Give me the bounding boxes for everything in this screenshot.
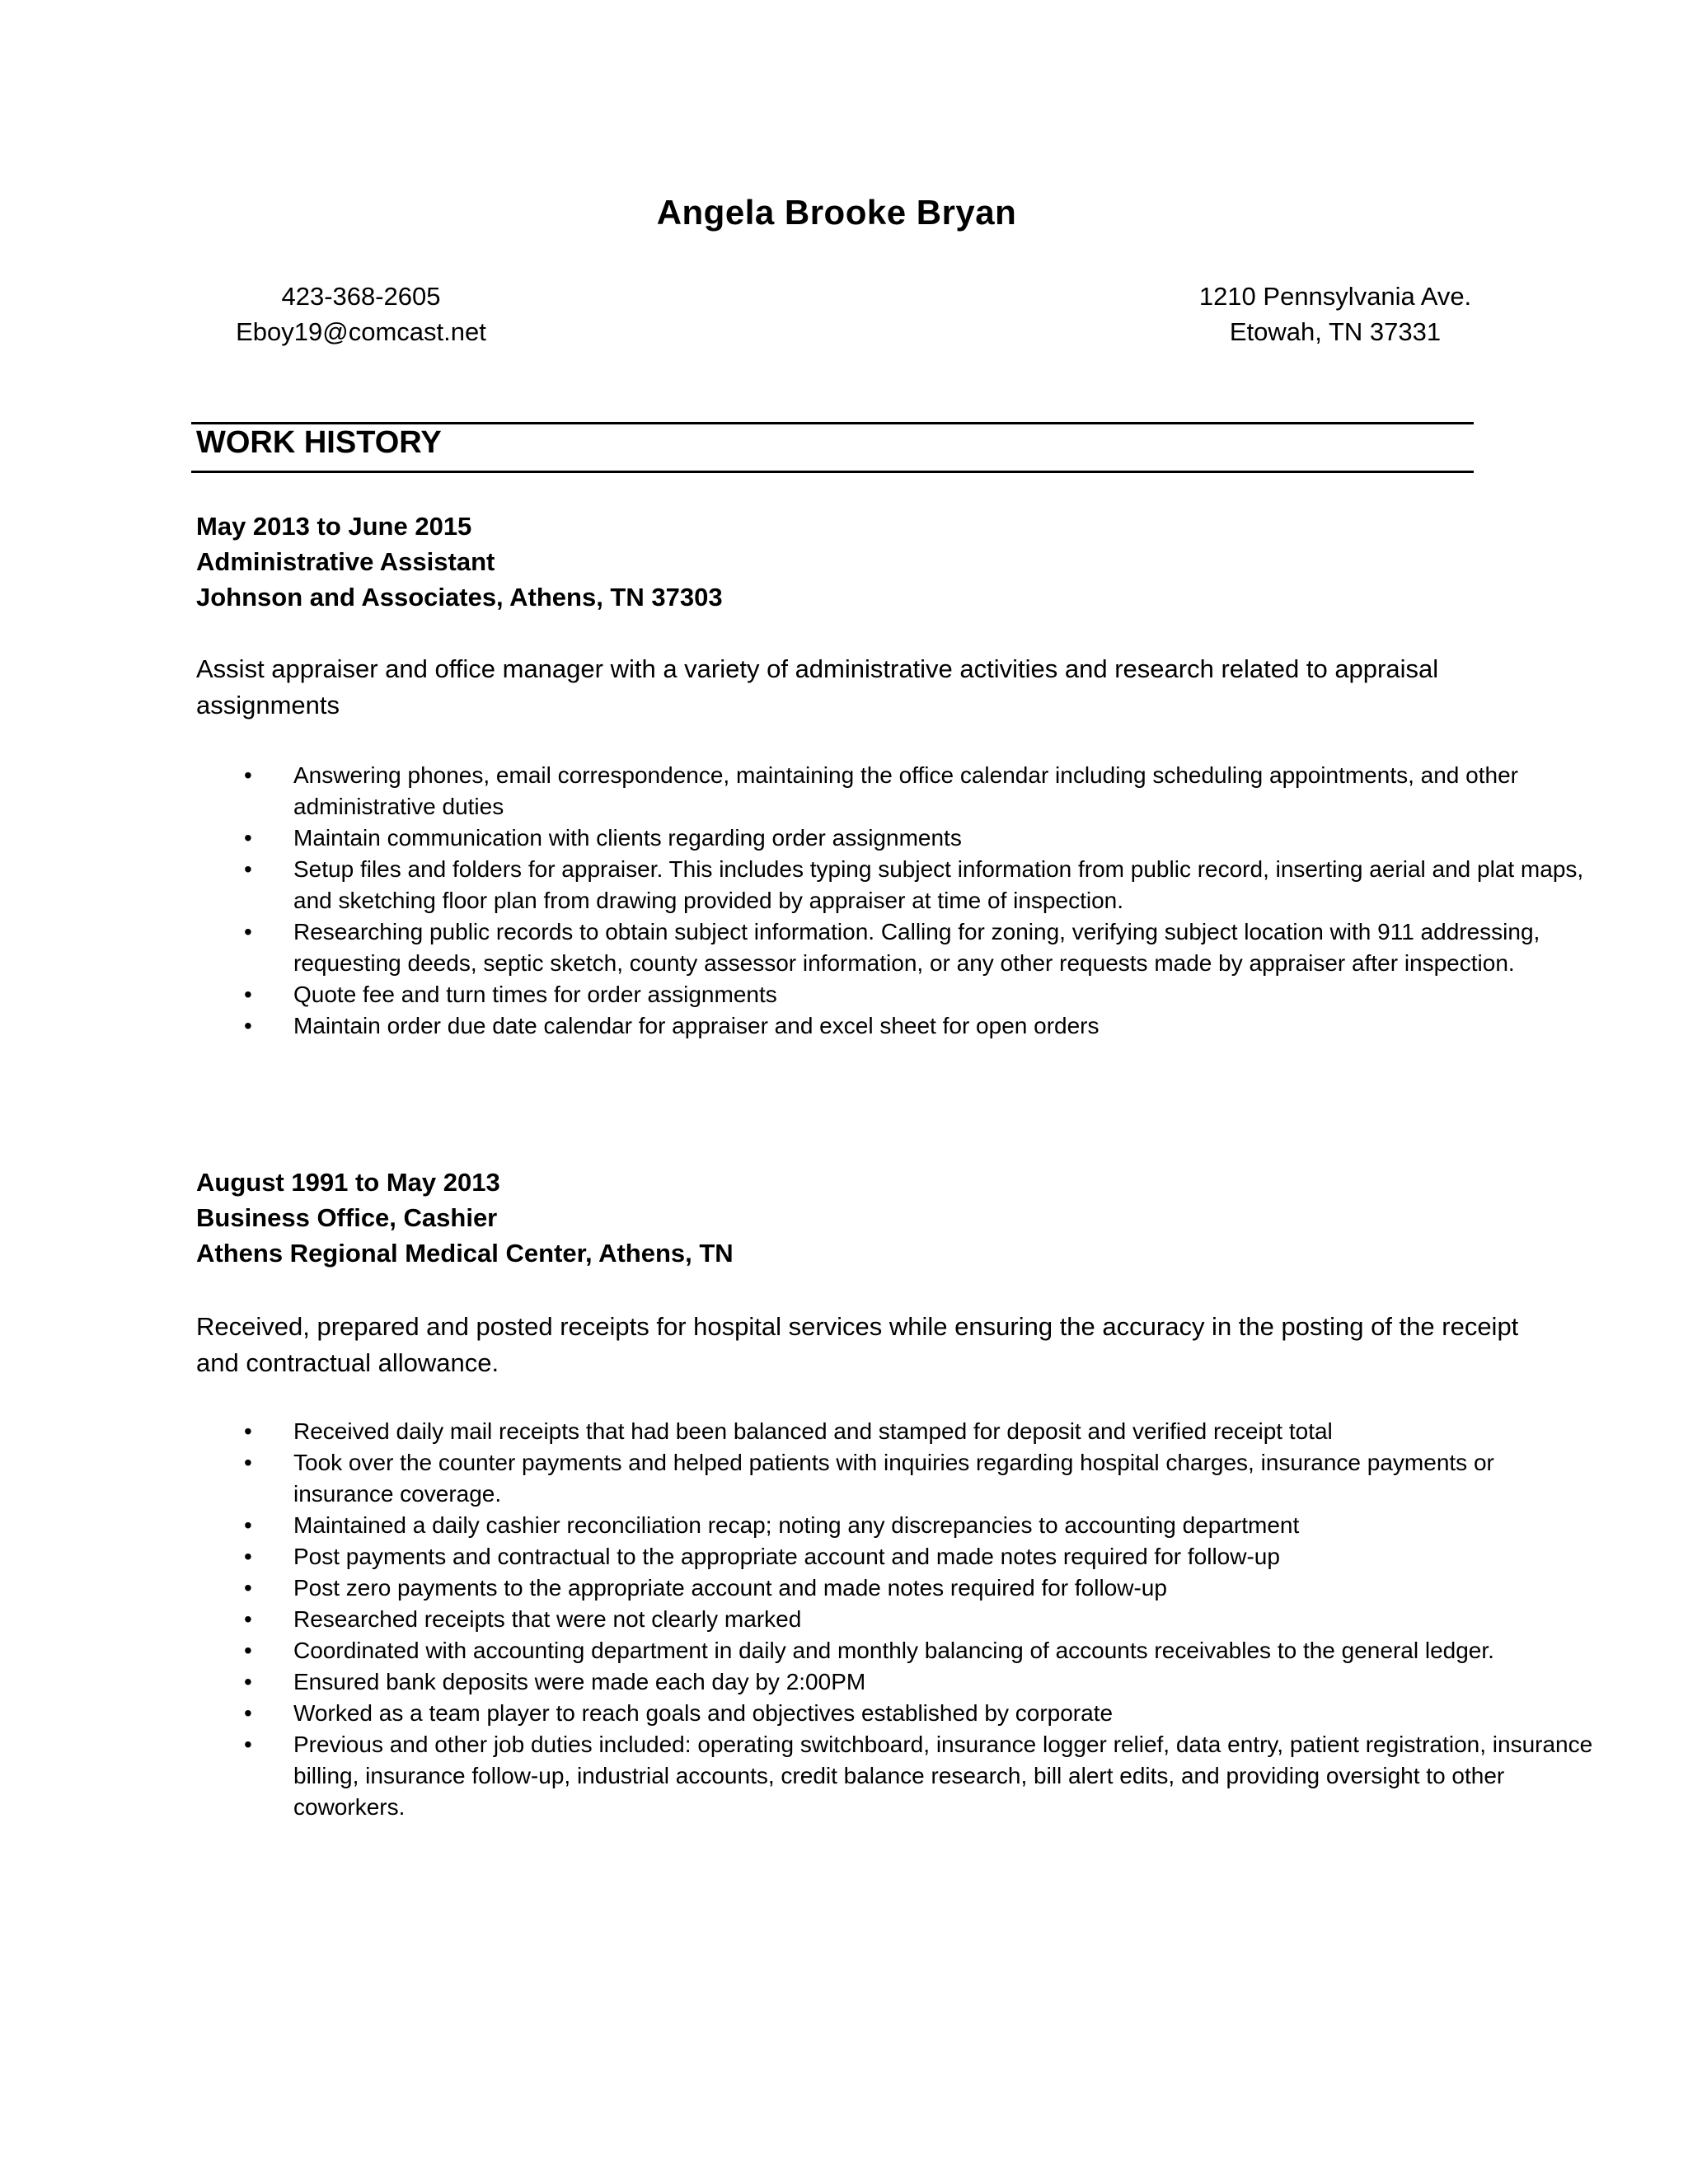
duty-item: • Researching public records to obtain subject information. Calling for zoning, verifying subject location with 911 addressing, requesting deeds, septic sketch, county assessor information, or any other requests made by appraiser after inspection. [196,916,1597,979]
duty-item: • Post payments and contractual to the appropriate account and made notes required for follow-up [196,1541,1597,1572]
duty-item: • Coordinated with accounting department in daily and monthly balancing of accounts receivables to the general ledger. [196,1635,1597,1666]
duty-item: • Received daily mail receipts that had been balanced and stamped for deposit and verified receipt total [196,1416,1597,1447]
contact-right [1170,279,1500,349]
bullet-icon: • [244,762,252,788]
duty-item: • Setup files and folders for appraiser. This includes typing subject information from public record, inserting aerial and plat maps, and sketching floor plan from drawing provided by appraiser at time of inspection. [196,854,1597,916]
duty-item: • Post zero payments to the appropriate account and made notes required for follow-up [196,1572,1597,1604]
duty-item: • Worked as a team player to reach goals and objectives established by corporate [196,1698,1597,1729]
job-2-title: Business Office, Cashier [196,1203,498,1232]
job-1-title: Administrative Assistant [196,547,495,576]
job-1-employer: Johnson and Associates, Athens, TN 37303 [196,583,723,612]
bullet-icon: • [244,1638,252,1663]
section-title: WORK HISTORY [196,425,442,460]
duty-item: • Took over the counter payments and helped patients with inquiries regarding hospital charges, insurance payments or insurance coverage. [196,1447,1597,1510]
bullet-icon: • [244,982,252,1007]
bullet-icon: • [244,1450,252,1475]
bullet-icon: • [244,1512,252,1538]
job-1-header [196,509,723,615]
bullet-icon: • [244,1669,252,1694]
job-1-duties [196,760,1597,1042]
duty-item: • Maintained a daily cashier reconciliation recap; noting any discrepancies to accounting department [196,1510,1597,1541]
bullet-icon: • [244,919,252,944]
job-2-summary: Received, prepared and posted receipts for hospital services while ensuring the accuracy in the posting of the receipt and contractual allowance. [196,1312,1519,1377]
section-rule-top [191,422,1474,424]
bullet-icon: • [244,1606,252,1632]
email-address: Eboy19@comcast.net [236,317,486,346]
job-2-dates: August 1991 to May 2013 [196,1168,500,1197]
bullet-icon: • [244,1700,252,1726]
resume-name: Angela Brooke Bryan [656,193,1017,232]
duty-item: • Maintain order due date calendar for appraiser and excel sheet for open orders [196,1010,1597,1042]
duty-item: • Previous and other job duties included: operating switchboard, insurance logger relief, data entry, patient registration, insurance billing, insurance follow-up, industrial accounts, credit balance research, bill alert edits, and providing oversight to other coworkers. [196,1729,1597,1823]
bullet-icon: • [244,1418,252,1444]
bullet-icon: • [244,1575,252,1601]
bullet-icon: • [244,1544,252,1569]
duty-item: • Researched receipts that were not clearly marked [196,1604,1597,1635]
job-2-duties [196,1416,1597,1823]
section-rule-bottom [191,471,1474,473]
duty-item: • Maintain communication with clients regarding order assignments [196,823,1597,854]
duty-item: • Quote fee and turn times for order assignments [196,979,1597,1010]
job-1-summary: Assist appraiser and office manager with a variety of administrative activities and research related to appraisal assignments [196,654,1439,719]
bullet-icon: • [244,1732,252,1757]
bullet-icon: • [244,1013,252,1038]
contact-left [196,279,526,349]
phone-number: 423-368-2605 [281,282,441,311]
city-state-zip: Etowah, TN 37331 [1229,317,1442,346]
bullet-icon: • [244,825,252,851]
duty-item: • Ensured bank deposits were made each day by 2:00PM [196,1666,1597,1698]
street-address: 1210 Pennsylvania Ave. [1198,282,1472,311]
bullet-icon: • [244,856,252,882]
job-2-header [196,1165,734,1271]
job-1-dates: May 2013 to June 2015 [196,512,472,541]
job-2-employer: Athens Regional Medical Center, Athens, TN [196,1239,734,1268]
duty-item: • Answering phones, email correspondence, maintaining the office calendar including scheduling appointments, and other administrative duties [196,760,1597,823]
